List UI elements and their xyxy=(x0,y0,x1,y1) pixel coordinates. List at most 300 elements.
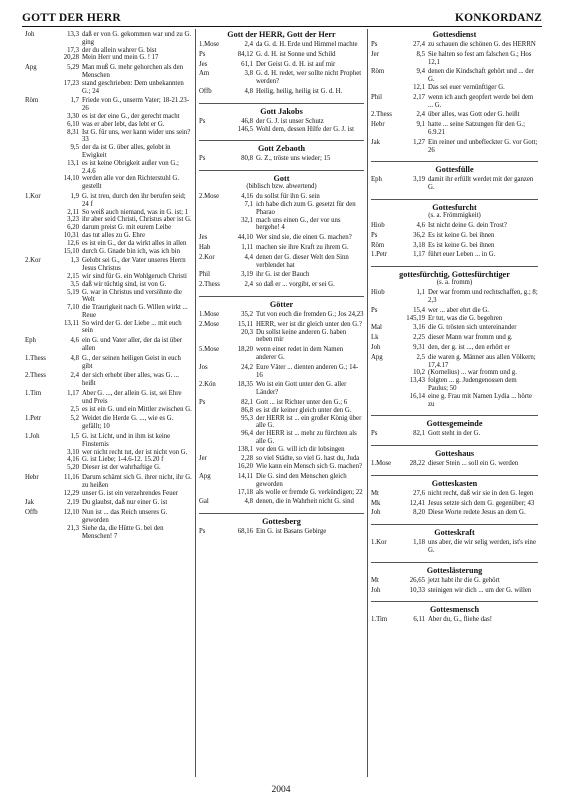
verse-ref: 68,16 xyxy=(237,528,253,536)
book-abbrev: Phil xyxy=(199,271,210,279)
verse-entry xyxy=(199,498,364,506)
verse-text: Die G. sind den Menschen gleich geworden xyxy=(256,473,347,488)
verse-entry xyxy=(25,304,192,320)
verse-text: Ein G. ist Basans Gebirge xyxy=(256,528,327,536)
verse-ref: 12,29 xyxy=(63,489,79,497)
verse-entry xyxy=(199,193,364,201)
verse-ref: 4,6 xyxy=(416,221,425,229)
verse-ref: 12,6 xyxy=(67,239,79,247)
book-abbrev: 1.Kor xyxy=(371,539,387,547)
verse-text: werden alle vor den Richterstuhl G. gestellt xyxy=(82,175,180,191)
verse-entry xyxy=(371,430,538,438)
verse-text: Er tut, was die G. begehren xyxy=(428,314,503,322)
verse-ref: 35,2 xyxy=(241,310,253,318)
book-abbrev: Mk xyxy=(371,499,381,507)
verse-ref: 80,8 xyxy=(241,155,253,163)
verse-text: durch G. Gnade bin ich, was ich bin xyxy=(82,247,180,255)
entry-heading: Gottesmensch xyxy=(371,601,538,614)
book-abbrev: Hiob xyxy=(371,221,385,229)
verse-entry xyxy=(25,289,192,305)
book-abbrev: Apg xyxy=(25,64,37,72)
verse-entry xyxy=(25,281,192,289)
verse-text: Das sei euer vernünftiger G. xyxy=(428,83,505,91)
book-abbrev xyxy=(199,407,225,415)
book-abbrev xyxy=(25,47,51,55)
book-abbrev xyxy=(25,209,51,217)
verse-entry xyxy=(199,88,364,96)
verse-entry xyxy=(199,346,364,362)
header-left: GOTT DER HERR xyxy=(22,12,121,24)
verse-entry xyxy=(25,224,192,232)
verse-entry xyxy=(25,320,192,336)
verse-ref: 27,4 xyxy=(413,41,425,48)
verse-entry xyxy=(371,369,538,377)
book-abbrev: 2.Kor xyxy=(25,257,41,265)
verse-text: wer nicht recht tut, der ist nicht von G. xyxy=(82,448,188,456)
verse-ref: 2,4 xyxy=(244,41,253,48)
verse-ref: 82,1 xyxy=(241,398,253,406)
verse-ref: 82,1 xyxy=(413,430,425,438)
verse-entry xyxy=(371,509,538,517)
verse-ref: 1,18 xyxy=(413,539,425,547)
verse-ref: 1,17 xyxy=(413,251,425,259)
book-abbrev xyxy=(371,315,397,323)
verse-ref: 21,3 xyxy=(67,524,79,532)
verse-text: So wird der G. der Liebe ... mit euch sein xyxy=(82,319,182,335)
verse-ref: 2,5 xyxy=(70,405,79,413)
verse-text: Der war fromm und rechtschaffen, g.; 8; 2,3 xyxy=(428,289,538,304)
book-abbrev xyxy=(25,54,51,62)
verse-text: folgten ... g. Judengenossen dem Paulus; 50 xyxy=(428,377,517,392)
verse-text: die G. trösten sich untereinander xyxy=(428,324,517,332)
verse-ref: 6,10 xyxy=(67,120,79,128)
verse-ref: 4,6 xyxy=(70,337,79,345)
verse-ref: 7,1 xyxy=(244,200,253,208)
verse-entry xyxy=(199,473,364,489)
verse-text: es ist ein G. und ein Mittler zwischen G. xyxy=(82,405,192,413)
verse-ref: 4,16 xyxy=(67,456,79,464)
book-abbrev xyxy=(25,289,51,305)
verse-ref: 12,10 xyxy=(63,509,79,517)
book-abbrev: Jes xyxy=(199,60,208,68)
verse-text: So weiß auch niemand, was in G. ist; 1 xyxy=(82,208,189,216)
column-1 xyxy=(22,29,195,777)
book-abbrev: Hab xyxy=(199,243,211,251)
verse-ref: 9,31 xyxy=(413,343,425,351)
verse-ref: 3,23 xyxy=(67,216,79,224)
verse-entry xyxy=(371,251,538,259)
book-abbrev: 5.Mose xyxy=(199,346,220,354)
verse-text: Du glaubst, daß nur einer G. ist xyxy=(82,499,168,507)
entry-heading: Gottesfülle xyxy=(371,161,538,174)
verse-ref: 1,3 xyxy=(70,257,79,265)
verse-text: mach uns einen G., der vor uns hergehe! 4 xyxy=(256,216,341,232)
book-abbrev xyxy=(371,377,397,393)
verse-ref: 4,16 xyxy=(241,193,253,201)
verse-entry xyxy=(25,337,192,353)
verse-entry xyxy=(199,70,364,86)
verse-entry xyxy=(371,176,538,192)
book-abbrev: Ps xyxy=(199,50,206,58)
verse-ref: 3,10 xyxy=(67,448,79,456)
verse-ref: 95,3 xyxy=(241,414,253,422)
book-abbrev: Ps xyxy=(371,430,378,438)
verse-text: Tut von euch die fremden G.; Jos 24,23 xyxy=(256,310,364,318)
verse-text: uns aber, die wir selig werden, ist's eine G. xyxy=(428,539,536,555)
verse-entry xyxy=(25,232,192,240)
verse-text: so viel Städte, so viel G. hast du, Juda xyxy=(256,455,360,463)
verse-ref: 13,43 xyxy=(409,377,425,385)
verse-entry xyxy=(25,490,192,498)
verse-entry xyxy=(25,415,192,431)
verse-entry xyxy=(25,121,192,129)
verse-entry xyxy=(199,446,364,454)
verse-text: stand geschrieben: Dem unbekannten G.; 24 xyxy=(82,79,184,95)
book-abbrev xyxy=(25,80,51,96)
book-abbrev: 1.Petr xyxy=(371,251,388,259)
verse-entry xyxy=(199,281,364,289)
verse-text: Wie kann ein Mensch sich G. machen? xyxy=(256,463,362,471)
verse-text: ein G. und Vater aller, der da ist über allen xyxy=(82,337,183,353)
verse-ref: 13,3 xyxy=(67,31,79,38)
verse-ref: 8,5 xyxy=(416,50,425,58)
verse-entry xyxy=(371,232,538,240)
book-abbrev: Hebr xyxy=(371,121,385,129)
verse-text: dieser Stein ... soll ein G. werden xyxy=(428,460,519,468)
verse-entry xyxy=(25,390,192,406)
verse-ref: 14,10 xyxy=(63,175,79,183)
verse-entry xyxy=(199,430,364,446)
verse-entry xyxy=(25,175,192,191)
verse-entry xyxy=(371,111,538,119)
book-abbrev: 1.Kor xyxy=(25,192,41,200)
book-abbrev: Joh xyxy=(371,509,381,517)
verse-entry xyxy=(199,364,364,380)
verse-ref: 2,25 xyxy=(413,334,425,342)
book-abbrev xyxy=(199,329,225,345)
verse-entry xyxy=(25,372,192,388)
verse-entry xyxy=(25,80,192,96)
verse-entry xyxy=(25,97,192,113)
verse-text: da G. d. H. Erde und Himmel machte xyxy=(256,41,358,48)
verse-text: vor den G. will ich dir lobsingen xyxy=(256,445,345,453)
verse-text: G. d. H. redet, wer sollte nicht Prophet werden? xyxy=(256,70,362,86)
book-abbrev: Jak xyxy=(371,138,381,146)
verse-ref: 1,1 xyxy=(416,289,425,297)
verse-text: Ein reiner und unbefleckter G. vor Gott; 26 xyxy=(428,138,538,154)
verse-text: G. war in Christus und versöhnte die Welt xyxy=(82,288,182,304)
verse-entry xyxy=(25,54,192,62)
verse-text: als wolle er fremde G. verkündigen; 22 xyxy=(256,488,363,496)
verse-text: der da ist G. über alles, gelobt in Ewigkeit xyxy=(82,144,171,159)
verse-entry xyxy=(199,415,364,431)
verse-entry xyxy=(25,160,192,176)
book-abbrev xyxy=(371,84,397,92)
verse-text: über alles, was Gott oder G. heißt xyxy=(428,111,520,119)
verse-ref: 4,8 xyxy=(244,498,253,506)
verse-ref: 20,28 xyxy=(63,54,79,62)
verse-text: führt euer Leben ... in G. xyxy=(428,251,496,259)
verse-entry xyxy=(199,201,364,217)
verse-ref: 18,20 xyxy=(237,346,253,354)
verse-ref: 9,4 xyxy=(416,68,425,76)
verse-ref: 1,9 xyxy=(70,192,79,200)
verse-text: nicht recht, daß wir sie in den G. legen xyxy=(428,489,534,497)
verse-text: der HERR ist ... mehr zu fürchten als alle G. xyxy=(256,430,357,445)
verse-text: wer ... aber ehrt die G. xyxy=(428,306,489,314)
verse-ref: 17,3 xyxy=(67,46,79,54)
book-abbrev: Röm xyxy=(371,241,385,249)
verse-text: dieser Mann war fromm und g. xyxy=(428,334,513,342)
verse-ref: 2,5 xyxy=(416,353,425,361)
verse-ref: 4,8 xyxy=(244,87,253,95)
verse-text: Mein Herr und mein G. ! 17 xyxy=(82,54,159,62)
verse-text: G. Z., tröste uns wieder; 15 xyxy=(256,155,331,163)
verse-ref: 13,1 xyxy=(67,159,79,167)
verse-ref: 8,20 xyxy=(413,509,425,517)
verse-entry xyxy=(199,126,364,134)
verse-ref: 138,1 xyxy=(237,445,253,453)
verse-entry xyxy=(199,399,364,407)
verse-entry xyxy=(371,377,538,393)
book-abbrev: Jer xyxy=(199,455,207,463)
verse-text: Ist G. für uns, wer kann wider uns sein? 33 xyxy=(82,128,191,144)
verse-text: ihr G. ist der Bauch xyxy=(256,271,310,279)
verse-ref: 3,18 xyxy=(413,241,425,249)
verse-ref: 5,2 xyxy=(70,415,79,423)
entry-heading: Gott xyxy=(199,170,364,183)
book-abbrev xyxy=(25,449,51,457)
verse-text: das tut alles zu G. Ehre xyxy=(82,231,146,239)
book-abbrev: Lk xyxy=(371,334,379,342)
book-abbrev: Ps xyxy=(371,306,378,314)
verse-entry xyxy=(25,209,192,217)
verse-text: Der Geist G. d. H. ist auf mir xyxy=(256,60,336,68)
verse-text: Dieser ist der wahrhaftige G. xyxy=(82,464,161,472)
entry-heading: Gottesdienst xyxy=(432,30,477,39)
book-abbrev: 1.Joh xyxy=(25,433,40,441)
book-abbrev: 2.Thess xyxy=(371,111,392,119)
verse-text: ihr aber seid Christi, Christus aber ist G. xyxy=(82,216,192,224)
verse-text: so daß er ... vorgibt, er sei G. xyxy=(256,281,335,289)
verse-text: daß er von G. gekommen war und zu G. ging xyxy=(82,31,192,46)
verse-entry xyxy=(371,500,538,508)
verse-entry xyxy=(25,257,192,273)
verse-ref: 18,35 xyxy=(237,381,253,389)
verse-ref: 14,11 xyxy=(237,473,253,481)
verse-entry xyxy=(371,242,538,250)
verse-text: G. d. H. ist Sonne und Schild xyxy=(256,50,336,58)
book-abbrev: 2.Kor xyxy=(199,253,215,261)
verse-entry xyxy=(25,509,192,525)
verse-text: G. ist Liebe; 1-4.6-12. 15.20 f xyxy=(82,456,164,464)
verse-ref: 15,4 xyxy=(413,306,425,314)
verse-entry xyxy=(25,464,192,472)
verse-text: es ist ein G., der da wirkt alles in allen xyxy=(82,239,187,247)
verse-text: es ist dir keiner gleich unter den G. xyxy=(256,406,352,414)
verse-text: Es ist keine G. bei ihnen xyxy=(428,241,495,249)
verse-text: steinigen wir dich ... um der G. willen xyxy=(428,586,532,594)
header-right: KONKORDANZ xyxy=(455,12,542,24)
verse-ref: 1,17 xyxy=(67,390,79,398)
verse-ref: 13,11 xyxy=(63,319,79,327)
verse-text: Friede von G., unserm Vater; 18-21.23-26 xyxy=(82,97,190,113)
verse-ref: 5,29 xyxy=(67,64,79,72)
verse-text: der du allein wahrer G. bist xyxy=(82,46,157,54)
verse-text: zu schauen die schönen G. des HERRN xyxy=(428,41,536,48)
verse-ref: 2,4 xyxy=(416,111,425,119)
verse-ref: 7,10 xyxy=(67,304,79,312)
verse-entry xyxy=(199,155,364,163)
verse-entry xyxy=(25,216,192,224)
verse-ref: 1,27 xyxy=(413,138,425,146)
verse-ref: 1,11 xyxy=(241,243,253,251)
book-abbrev: Joh xyxy=(25,31,35,38)
book-abbrev: 1.Mose xyxy=(371,460,392,468)
verse-text: du sollst für ihn G. sein xyxy=(256,193,320,201)
verse-entry xyxy=(371,94,538,110)
book-abbrev xyxy=(25,240,51,248)
book-abbrev: Mt xyxy=(371,489,379,497)
heading-note: (s. a. fromm) xyxy=(436,279,473,287)
book-abbrev xyxy=(199,217,225,233)
verse-ref: 6,20 xyxy=(67,224,79,232)
book-abbrev: Am xyxy=(199,70,210,78)
book-abbrev xyxy=(199,430,225,446)
verse-entry xyxy=(199,489,364,497)
verse-text: Ist nicht deine G. dein Trost? xyxy=(428,221,507,229)
verse-text: der G. J. ist unser Schutz xyxy=(256,117,324,125)
book-abbrev: Phil xyxy=(371,93,382,101)
book-abbrev: Mt xyxy=(371,576,379,584)
verse-ref: 9,5 xyxy=(70,144,79,152)
book-abbrev xyxy=(25,320,51,336)
verse-ref: 3,19 xyxy=(241,271,253,279)
verse-entry xyxy=(371,460,538,468)
verse-ref: 46,8 xyxy=(241,117,253,125)
book-abbrev xyxy=(25,456,51,464)
verse-text: Gott steht in der G. xyxy=(428,430,481,438)
verse-ref: 44,10 xyxy=(237,234,253,242)
entry-heading: Gott Zebaoth xyxy=(199,140,364,153)
book-abbrev xyxy=(25,129,51,145)
entry-heading: Gotteskasten xyxy=(371,475,538,488)
verse-ref: 3,5 xyxy=(70,280,79,288)
verse-text: unser G. ist ein verzehrendes Feuer xyxy=(82,489,178,497)
verse-text: es ist der eine G., der gerecht macht xyxy=(82,112,180,120)
verse-entry xyxy=(371,344,538,352)
verse-ref: 2,4 xyxy=(70,372,79,380)
verse-text: G. ist treu, durch den ihr berufen seid; 24 f xyxy=(82,192,186,208)
book-abbrev: 1.Petr xyxy=(25,415,42,423)
column-2 xyxy=(195,29,368,777)
verse-entry xyxy=(199,381,364,397)
heading-note: (biblisch bzw. abwertend) xyxy=(246,183,317,191)
verse-ref: 61,1 xyxy=(241,60,253,68)
verse-ref: 32,1 xyxy=(241,216,253,224)
book-abbrev xyxy=(25,490,51,498)
verse-ref: 1,7 xyxy=(70,97,79,105)
verse-entry xyxy=(199,254,364,270)
entry-heading: Gotteshaus xyxy=(371,445,538,458)
entry-heading: Gott Jakobs xyxy=(199,103,364,116)
book-abbrev xyxy=(25,273,51,281)
book-abbrev xyxy=(25,144,51,160)
verse-text: HERR, wer ist dir gleich unter den G.? xyxy=(256,320,362,328)
entry-heading: Gotteskraft xyxy=(371,524,538,537)
book-abbrev: Hebr xyxy=(25,474,39,482)
verse-ref: 96,4 xyxy=(241,430,253,438)
verse-entry xyxy=(199,244,364,252)
verse-entry xyxy=(25,433,192,449)
verse-entry xyxy=(371,121,538,137)
book-abbrev xyxy=(25,281,51,289)
verse-text: Man muß G. mehr gehorchen als den Menschen xyxy=(82,64,183,79)
verse-ref: 8,31 xyxy=(67,128,79,136)
verse-ref: 3,19 xyxy=(413,176,425,184)
verse-text: Wer sind sie, die einen G. machen? xyxy=(256,234,352,242)
verse-text: Wo ist ein Gott unter den G. aller Länder? xyxy=(256,381,347,397)
verse-text: G. ist Licht, und in ihm ist keine Finsternis xyxy=(82,433,171,448)
verse-ref: 3,16 xyxy=(413,324,425,332)
heading-note: (s. a. Frömmigkeit) xyxy=(428,211,481,219)
verse-text: Gott ... ist Richter unter den G.; 6 xyxy=(256,398,348,406)
book-abbrev: Gal xyxy=(199,498,209,506)
verse-text: eine g. Frau mit Namen Lydia ... hörte zu xyxy=(428,392,533,408)
book-abbrev: Ps xyxy=(199,398,206,406)
book-abbrev: Eph xyxy=(25,337,36,345)
verse-entry xyxy=(199,41,364,49)
verse-text: es ist keine Obrigkeit außer von G.; 2.4.6 xyxy=(82,159,179,175)
book-abbrev: Joh xyxy=(371,586,381,594)
verse-entry xyxy=(25,499,192,507)
verse-ref: 12,1 xyxy=(413,83,425,91)
verse-ref: 10,2 xyxy=(413,369,425,377)
entry-heading: Gottesfurcht xyxy=(371,199,538,212)
verse-entry xyxy=(371,41,538,49)
book-abbrev: Jes xyxy=(199,234,208,242)
verse-ref: 17,18 xyxy=(237,488,253,496)
verse-text: ich habe dich zum G. gesetzt für den Pharao xyxy=(256,200,356,216)
verse-ref: 10,31 xyxy=(63,231,79,239)
book-abbrev xyxy=(199,415,225,431)
verse-entry xyxy=(25,64,192,80)
verse-entry xyxy=(371,315,538,323)
verse-ref: 9,1 xyxy=(416,121,425,129)
verse-entry xyxy=(199,271,364,279)
verse-entry xyxy=(199,234,364,242)
entry-heading: Gottesberg xyxy=(199,513,364,526)
verse-entry xyxy=(199,311,364,319)
verse-entry xyxy=(371,616,538,624)
book-abbrev xyxy=(25,216,51,224)
verse-text: Jesus setzte sich dem G. gegenüber; 43 xyxy=(428,499,535,507)
verse-entry xyxy=(199,321,364,329)
verse-text: was er aber lebt, das lebt er G. xyxy=(82,120,165,128)
book-abbrev xyxy=(199,489,225,497)
verse-entry xyxy=(371,393,538,409)
book-abbrev: Röm xyxy=(371,68,385,76)
verse-ref: 145,19 xyxy=(406,314,425,322)
verse-text: Es ist keine G. bei ihnen xyxy=(428,231,495,239)
verse-text: (Kornelius) ... war fromm und g. xyxy=(428,369,517,377)
verse-entry xyxy=(199,217,364,233)
verse-ref: 4,4 xyxy=(244,253,253,261)
page-number: 2004 xyxy=(271,785,291,795)
entry-heading: Gott der HERR, Gott der Herr xyxy=(227,30,336,39)
verse-ref: 17,23 xyxy=(63,79,79,87)
book-abbrev: Offb xyxy=(199,87,212,95)
